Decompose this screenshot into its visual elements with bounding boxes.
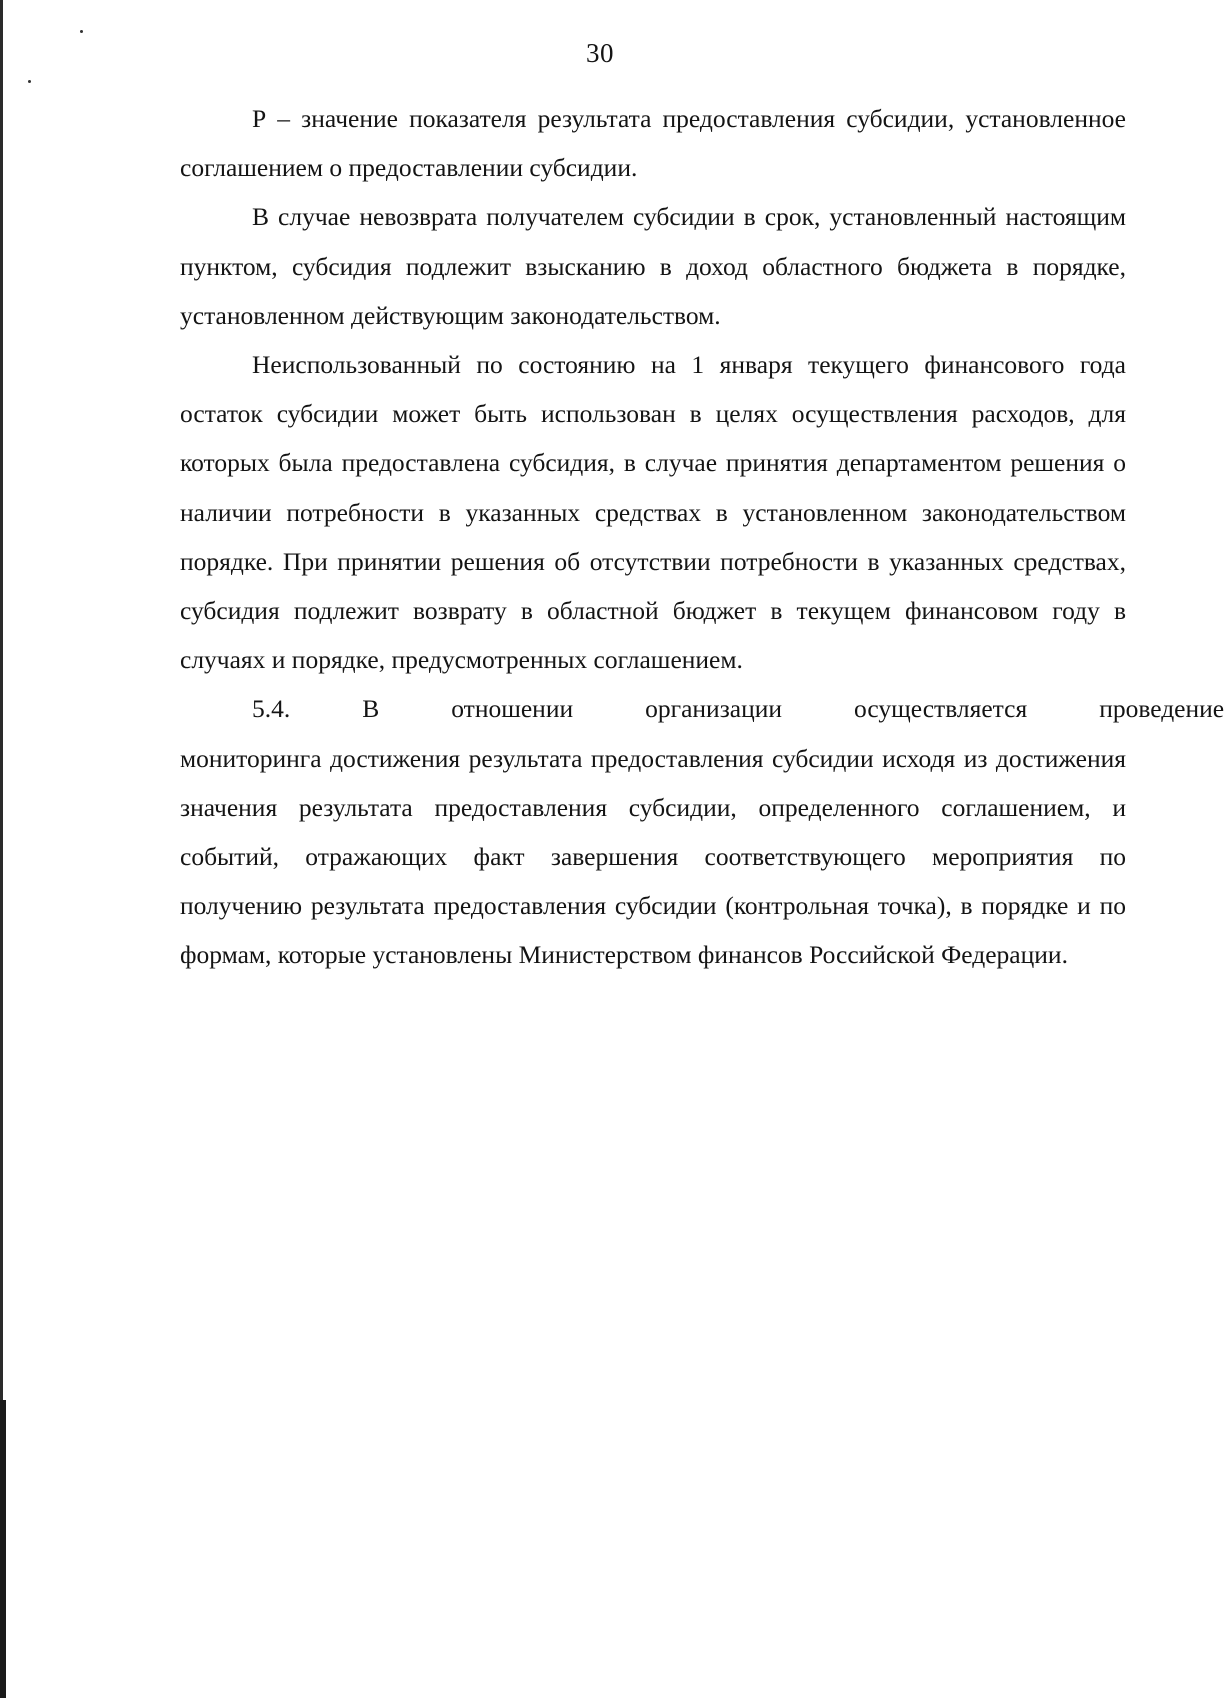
paragraph-3: Неиспользованный по состоянию на 1 января текущего финансового года остаток субсидии может быть использован в целях осуществления расходов, для которых была предоставлена субсидия, в случае принятия департаментом решения о наличии потребности в указанных средствах в установленном законодательством порядке. При принятии решения об отсутствии потребности в указанных средствах, субсидия подлежит возврату в областной бюджет в текущем финансовом году в случаях и порядке, предусмотренных соглашением.: [180, 350, 1126, 675]
paragraph-4-word: проведение: [1099, 694, 1224, 724]
paragraph-4-first-line: [180, 684, 1224, 733]
paragraph-4-word: отношении: [451, 694, 574, 724]
paragraph-1: Р – значение показателя результата предоставления субсидии, установленное соглашением о предоставлении субсидии.: [180, 104, 1126, 183]
paragraph-4-word: 5.4.: [252, 694, 291, 724]
scan-edge-shadow-lower: [0, 1400, 6, 1698]
paragraph-4-word: организации: [645, 694, 783, 724]
scan-speck: [80, 30, 83, 33]
paragraph-4-word: В: [362, 694, 380, 724]
paragraph-4-word: осуществляется: [854, 694, 1028, 724]
paragraph-4-continuation: мониторинга достижения результата предоставления субсидии исходя из достижения значения результата предоставления субсидии, определенного соглашением, и событий, отражающих факт завершения соответствующего мероприятия по получению результата предоставления субсидии (контрольная точка), в порядке и по формам, которые установлены Министерством финансов Российской Федерации.: [180, 743, 1126, 970]
page-number: 30: [586, 38, 614, 68]
scan-speck: [28, 80, 31, 83]
document-body: [180, 94, 1224, 980]
paragraph-2: В случае невозврата получателем субсидии в срок, установленный настоящим пунктом, субсидия подлежит взысканию в доход областного бюджета в порядке, установленном действующим законодательством.: [180, 202, 1126, 330]
